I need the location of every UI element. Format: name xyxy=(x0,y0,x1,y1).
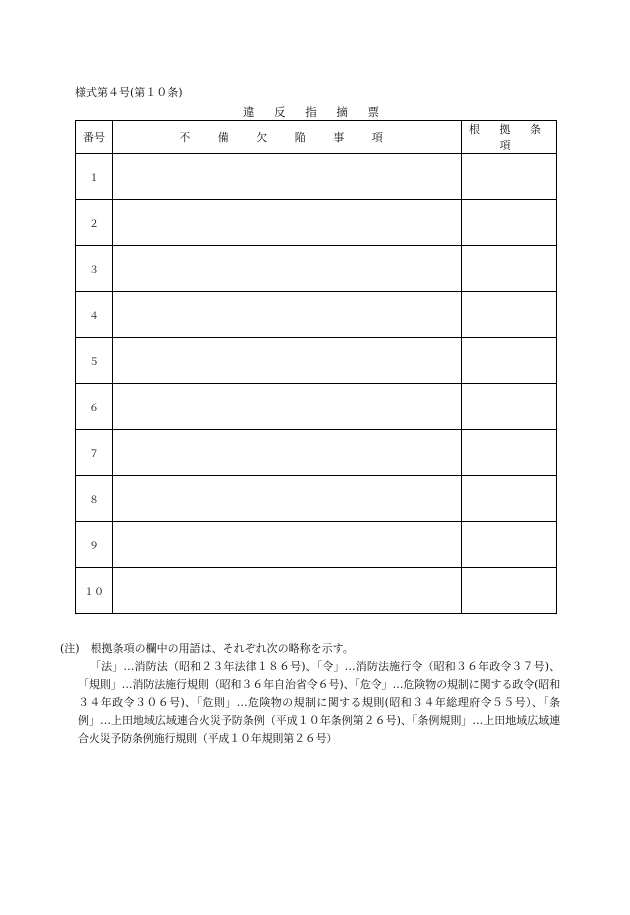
table-row xyxy=(76,338,557,384)
table-row xyxy=(76,292,557,338)
table-row xyxy=(76,476,557,522)
table-header-row xyxy=(76,121,557,154)
defect-cell[interactable] xyxy=(113,246,462,292)
table-row xyxy=(76,154,557,200)
row-number: ６ xyxy=(76,384,113,430)
header-number: 番号 xyxy=(76,121,113,154)
basis-cell[interactable] xyxy=(462,384,557,430)
defect-cell[interactable] xyxy=(113,154,462,200)
basis-cell[interactable] xyxy=(462,568,557,614)
defect-cell[interactable] xyxy=(113,200,462,246)
form-title: 違 反 指 摘 票 xyxy=(242,105,388,119)
table-row xyxy=(76,568,557,614)
form-number: 様式第４号(第１０条) xyxy=(75,86,183,99)
violation-table xyxy=(75,120,557,614)
table-row xyxy=(76,384,557,430)
basis-cell[interactable] xyxy=(462,338,557,384)
basis-cell[interactable] xyxy=(462,292,557,338)
defect-cell[interactable] xyxy=(113,522,462,568)
table-row xyxy=(76,430,557,476)
notes-section xyxy=(60,640,560,748)
basis-cell[interactable] xyxy=(462,246,557,292)
basis-cell[interactable] xyxy=(462,154,557,200)
row-number: ２ xyxy=(76,200,113,246)
table-row xyxy=(76,200,557,246)
notes-heading: (注) 根拠条項の欄中の用語は、それぞれ次の略称を示す。 xyxy=(60,642,354,655)
table-row xyxy=(76,522,557,568)
defect-cell[interactable] xyxy=(113,292,462,338)
basis-cell[interactable] xyxy=(462,430,557,476)
basis-cell[interactable] xyxy=(462,200,557,246)
basis-cell[interactable] xyxy=(462,476,557,522)
row-number: ９ xyxy=(76,522,113,568)
row-number: １０ xyxy=(76,568,113,614)
defect-cell[interactable] xyxy=(113,568,462,614)
row-number: ４ xyxy=(76,292,113,338)
defect-cell[interactable] xyxy=(113,384,462,430)
row-number: ８ xyxy=(76,476,113,522)
row-number: １ xyxy=(76,154,113,200)
row-number: ５ xyxy=(76,338,113,384)
notes-body: 「法」…消防法（昭和２３年法律１８６号)、「令」…消防法施行令（昭和３６年政令３７号)、「規則」…消防法施行規則（昭和３６年自治省令６号)、「危令」…危険物の規制に関する政令(昭和３４年政令３０６号)、「危則」…危険物の規制に関する規則(昭和３４年総理府令５５号）、「条例」…上田地域広域連合火災予防条例（平成１０年条例第２６号)、「条例規則」…上田地域広域連合火災予防条例施行規則（平成１０年規則第２６号） xyxy=(78,660,560,745)
defect-cell[interactable] xyxy=(113,430,462,476)
defect-cell[interactable] xyxy=(113,338,462,384)
header-defect-items: 不 備 欠 陥 事 項 xyxy=(113,121,462,154)
table-row xyxy=(76,246,557,292)
header-legal-basis: 根 拠 条 項 xyxy=(462,121,557,154)
row-number: ７ xyxy=(76,430,113,476)
row-number: ３ xyxy=(76,246,113,292)
basis-cell[interactable] xyxy=(462,522,557,568)
defect-cell[interactable] xyxy=(113,476,462,522)
